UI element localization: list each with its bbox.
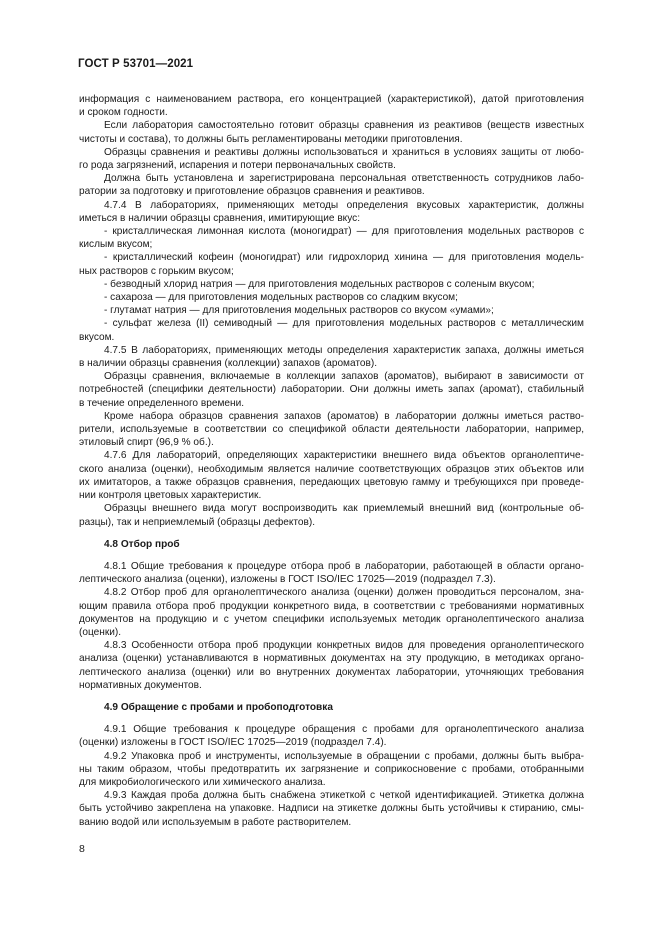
text-line: 4.9.3 Каждая проба должна быть снабжена этикеткой с четкой идентификацией. Этикетка должна [104,790,584,802]
text-line: чистоты и состава), то должны быть регламентированы методики приготовления. [79,133,463,145]
page-number: 8 [79,843,85,855]
text-line: Кроме набора образцов сравнения запахов (ароматов) в лаборатории должны иметься раство- [104,410,584,422]
paragraph [79,586,584,639]
text-line: 4.9.1 Общие требования к процедуре обращения с пробами для органолептического анализа [104,724,584,736]
text-line: 4.8.3 Особенности отбора проб продукции конкретных видов для проведения органолептического [104,640,584,652]
paragraph [79,639,584,692]
document-body [79,93,584,829]
text-line: 4.7.4 В лабораториях, применяющих методы определения вкусовых характеристик, должны [104,199,584,211]
text-line: для микробиологического или химического анализа. [79,776,326,788]
text-line: иметься в наличии образцы сравнения, имитирующие вкус: [79,212,360,224]
paragraph [79,723,584,749]
text-line: кислым вкусом; [79,239,153,251]
text-line: - кристаллическая лимонная кислота (моногидрат) — для приготовления модельных растворов с [104,226,584,238]
text-line: этиловый спирт (96,9 % об.). [79,437,214,449]
paragraph [79,199,584,225]
text-line: Образцы сравнения и реактивы должны использоваться и храниться в условиях защиты от любо- [104,146,584,158]
text-line: быть устойчиво закреплена на упаковке. Надписи на этикетке должны быть устойчивы к стиранию, смы- [79,803,584,815]
text-line: - сахароза — для приготовления модельных растворов со сладким вкусом; [104,292,458,304]
text-line: лептического анализа (оценки) или во внутренних документах лаборатории, уточняющих требования [79,666,584,678]
section-heading-4-9: 4.9 Обращение с пробами и пробоподготовка [104,701,333,713]
text-line: анализа (оценки) устанавливаются в нормативных документах на эту продукцию, в методиках органо- [79,653,584,665]
text-line: в наличии образцы сравнения (коллекции) запахов (ароматов). [79,358,378,370]
document-header: ГОСТ Р 53701—2021 [78,58,194,70]
text-line: го рода загрязнений, испарения и потери первоначальных свойств. [79,160,396,172]
text-line: их имитаторов, а также образцов сравнения, передающих цветовую гамму и требующихся при проведе- [79,476,584,488]
paragraph [79,789,584,829]
text-line: Если лаборатория самостоятельно готовит образцы сравнения из реактивов (веществ известных [104,120,584,132]
text-line: 4.8.2 Отбор проб для органолептического анализа (оценки) должен проводиться персоналом, зна- [104,587,584,599]
list-item [79,291,584,304]
text-line: Должна быть установлена и зарегистрирована персональная ответственность сотрудников лабо- [104,173,584,185]
text-line: нии контроля цветовых характеристик. [79,490,262,502]
text-line: потребностей (специфики деятельности) лаборатории. Они должны иметь запах (аромат), стабильный [79,384,584,396]
paragraph [79,502,584,528]
paragraph [79,370,584,410]
text-line: - глутамат натрия — для приготовления модельных растворов со вкусом «умами»; [104,305,494,317]
text-line: лептического анализа (оценки), изложены в ГОСТ ISO/IEC 17025—2019 (подраздел 7.3). [79,574,496,586]
text-line: информация с наименованием раствора, его концентрацией (характеристикой), датой приготовления [79,94,584,105]
paragraph [79,93,584,119]
text-line: ющим правила отбора проб продукции конкретного вида, в соответствии с требованиями нормативных [79,600,584,612]
paragraph [79,344,584,370]
text-line: 4.8.1 Общие требования к процедуре отбора проб в лаборатории, работающей в области органо- [104,560,584,572]
text-line: Образцы сравнения, включаемые в коллекции запахов (ароматов), выбирают в зависимости от [104,371,584,383]
paragraph [79,750,584,790]
paragraph [79,146,584,172]
text-line: 4.7.5 В лабораториях, применяющих методы определения характеристик запаха, должны иметься [104,344,584,356]
text-line: (оценки). [79,626,122,638]
text-line: документов на продукцию и с учетом специфики используемых методик органолептического анализа [79,613,584,625]
paragraph [79,119,584,145]
list-item [79,304,584,317]
text-line: рители, используемые в соответствии со спецификой области деятельности лаборатории, например, [79,424,584,436]
text-line: вкусом. [79,331,115,343]
text-line: (оценки) изложены в ГОСТ ISO/IEC 17025—2019 (подраздел 7.4). [79,737,387,749]
text-line: - безводный хлорид натрия — для приготовления модельных растворов с соленым вкусом; [104,278,535,290]
text-line: ского анализа (оценки), необходимым является наличие соответствующих образцов этих объектов или [79,463,584,475]
text-line: - кристаллический кофеин (моногидрат) или гидрохлорид хинина — для приготовления модель- [104,252,584,264]
list-item [79,251,584,277]
text-line: Образцы внешнего вида могут воспроизводить как приемлемый внешний вид (контрольные об- [104,503,584,515]
text-line: ных растворов с горьким вкусом; [79,265,234,277]
text-line: разцы), так и неприемлемый (образцы дефектов). [79,516,316,528]
text-line: в течение определенного времени. [79,397,245,409]
text-line: ны таким образом, чтобы предотвратить их загрязнение и соприкосновение с пробами, отобранными [79,763,584,775]
text-line: 4.7.6 Для лабораторий, определяющих характеристики внешнего вида объектов органолептиче- [104,450,584,462]
list-item [79,317,584,343]
text-line: нормативных документов. [79,679,202,691]
list-item [79,278,584,291]
text-line: - сульфат железа (II) семиводный — для приготовления модельных растворов с металлическим [104,318,584,330]
text-line: ванию водой или используемым в работе растворителем. [79,816,352,828]
paragraph [79,410,584,450]
section-heading-4-8: 4.8 Отбор проб [104,538,180,550]
text-line: и сроком годности. [79,107,168,119]
text-line: ратории за подготовку и приготовление образцов сравнения и реактивов. [79,186,425,198]
paragraph [79,560,584,586]
list-item [79,225,584,251]
paragraph [79,172,584,198]
paragraph [79,449,584,502]
text-line: 4.9.2 Упаковка проб и инструменты, используемые в обращении с пробами, должны быть выбра- [104,750,584,762]
